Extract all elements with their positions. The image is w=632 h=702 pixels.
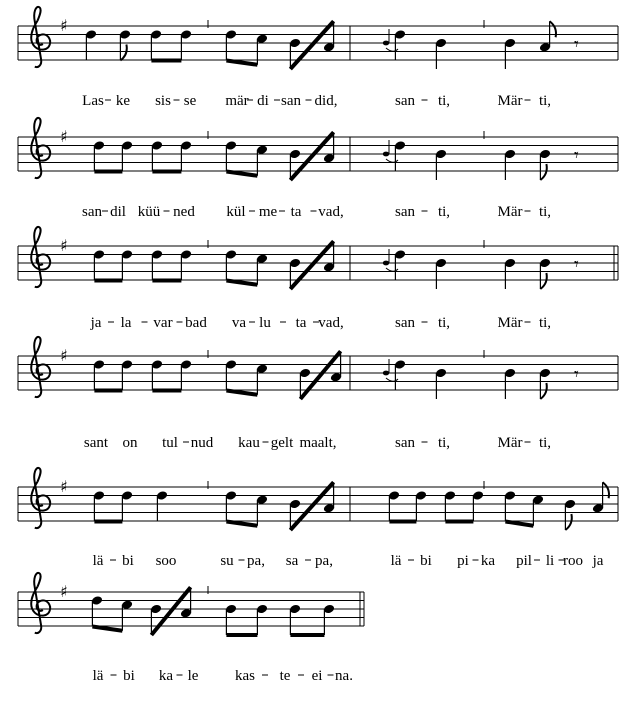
grace-note-head bbox=[383, 41, 389, 46]
lyric-syllable: kül bbox=[226, 204, 246, 220]
lyric-syllable: did, bbox=[314, 93, 338, 109]
staff-system-1 bbox=[18, 7, 618, 109]
lyric-syllable: di bbox=[257, 93, 269, 109]
lyric-syllable: lä bbox=[92, 668, 104, 684]
beam bbox=[226, 281, 257, 285]
lyric-syllable: Mär bbox=[497, 315, 523, 331]
note-flag bbox=[540, 273, 546, 289]
lyric-syllable: ti, bbox=[538, 93, 552, 109]
staff-system-6 bbox=[18, 573, 364, 684]
lyric-syllable: bad bbox=[185, 315, 207, 331]
lyric-syllable: san bbox=[281, 93, 301, 109]
lyric-syllable: na. bbox=[335, 668, 353, 684]
lyric-syllable: pa, bbox=[247, 553, 265, 569]
beam bbox=[505, 522, 533, 526]
key-signature-sharp-icon: ♯ bbox=[60, 16, 68, 35]
lyric-syllable: bi bbox=[123, 668, 135, 684]
lyric-syllable: kas bbox=[235, 668, 255, 684]
lyric-syllable: ke bbox=[115, 93, 131, 109]
staff-system-2 bbox=[18, 118, 618, 220]
eighth-rest-icon: 𝄾 bbox=[574, 145, 579, 166]
lyric-syllable: me bbox=[258, 204, 278, 220]
lyric-syllable: Mär bbox=[497, 93, 523, 109]
staff-system-4 bbox=[18, 337, 618, 451]
lyric-syllable: su bbox=[220, 553, 234, 569]
lyric-syllable: Mär bbox=[497, 435, 523, 451]
lyric-syllable: ti, bbox=[437, 204, 451, 220]
beam bbox=[92, 627, 122, 631]
lyric-syllable: on bbox=[122, 435, 138, 451]
lyric-syllable: vad, bbox=[318, 204, 344, 220]
treble-clef-icon bbox=[31, 337, 50, 397]
staff-system-3 bbox=[18, 227, 618, 331]
eighth-rest-icon: 𝄾 bbox=[574, 364, 579, 385]
key-signature-sharp-icon: ♯ bbox=[60, 477, 68, 496]
beam bbox=[226, 522, 257, 526]
lyric-syllable: ta bbox=[290, 204, 302, 220]
lyric-syllable: Mär bbox=[497, 204, 523, 220]
lyric-syllable: sa bbox=[285, 553, 299, 569]
lyric-syllable: te bbox=[279, 668, 291, 684]
lyric-syllable: ti, bbox=[538, 435, 552, 451]
lyric-syllable: ta bbox=[295, 315, 307, 331]
lyric-syllable: li bbox=[545, 553, 555, 569]
lyric-syllable: tul bbox=[162, 435, 178, 451]
lyric-syllable: soo bbox=[155, 553, 177, 569]
lyric-syllable: pil bbox=[516, 553, 532, 569]
lyric-syllable: var bbox=[153, 315, 173, 331]
lyric-syllable: lä bbox=[92, 553, 104, 569]
note-flag bbox=[565, 514, 571, 530]
lyric-syllable: ei bbox=[311, 668, 323, 684]
lyric-syllable: maalt, bbox=[299, 435, 337, 451]
key-signature-sharp-icon: ♯ bbox=[60, 236, 68, 255]
lyric-syllable: Las bbox=[82, 93, 104, 109]
lyric-syllable: san bbox=[395, 204, 415, 220]
key-signature-sharp-icon: ♯ bbox=[60, 127, 68, 146]
grace-note-head bbox=[383, 152, 389, 157]
lyric-syllable: ka bbox=[480, 553, 496, 569]
lyric-syllable: lä bbox=[390, 553, 402, 569]
slur bbox=[386, 268, 398, 271]
lyric-syllable: ti, bbox=[437, 93, 451, 109]
eighth-rest-icon: 𝄾 bbox=[574, 34, 579, 55]
lyric-syllable: ka bbox=[158, 668, 174, 684]
lyric-syllable: san bbox=[82, 204, 102, 220]
lyric-syllable: ti, bbox=[538, 204, 552, 220]
lyric-syllable: va bbox=[231, 315, 247, 331]
beam bbox=[226, 391, 257, 395]
lyric-syllable: nud bbox=[190, 435, 214, 451]
note-flag bbox=[540, 383, 546, 399]
lyric-syllable: la bbox=[120, 315, 132, 331]
treble-clef-icon bbox=[31, 227, 50, 287]
lyric-syllable: ja bbox=[90, 315, 102, 331]
lyric-syllable: san bbox=[395, 435, 415, 451]
treble-clef-icon bbox=[31, 118, 50, 178]
lyric-syllable: lu bbox=[259, 315, 271, 331]
treble-clef-icon bbox=[31, 7, 50, 67]
lyric-syllable: pa, bbox=[315, 553, 333, 569]
grace-note-head bbox=[383, 371, 389, 376]
lyric-syllable: dil bbox=[110, 204, 126, 220]
lyric-syllable: ti, bbox=[437, 435, 451, 451]
lyric-syllable: ned bbox=[173, 204, 195, 220]
lyric-syllable: küü bbox=[137, 204, 161, 220]
lyric-syllable: kau bbox=[238, 435, 260, 451]
lyric-syllable: mär bbox=[225, 93, 249, 109]
key-signature-sharp-icon: ♯ bbox=[60, 346, 68, 365]
beam bbox=[226, 61, 257, 65]
slur bbox=[386, 378, 398, 381]
lyric-syllable: roo bbox=[563, 553, 583, 569]
lyric-syllable: bi bbox=[122, 553, 134, 569]
eighth-rest-icon: 𝄾 bbox=[574, 254, 579, 275]
lyric-syllable: le bbox=[187, 668, 199, 684]
lyric-syllable: ti, bbox=[437, 315, 451, 331]
lyric-syllable: sant bbox=[83, 435, 109, 451]
lyric-syllable: gelt bbox=[270, 435, 294, 451]
slur bbox=[386, 159, 398, 162]
beam bbox=[226, 172, 257, 176]
note-flag bbox=[120, 45, 126, 61]
lyric-syllable: san bbox=[395, 315, 415, 331]
treble-clef-icon bbox=[31, 468, 50, 528]
lyric-syllable: pi bbox=[457, 553, 469, 569]
lyric-syllable: ja bbox=[592, 553, 604, 569]
slur bbox=[386, 48, 398, 51]
lyric-syllable: ti, bbox=[538, 315, 552, 331]
staff-system-5 bbox=[18, 468, 618, 569]
lyric-syllable: vad, bbox=[318, 315, 344, 331]
lyric-syllable: san bbox=[395, 93, 415, 109]
lyric-syllable: bi bbox=[420, 553, 432, 569]
grace-note-head bbox=[383, 261, 389, 266]
note-flag bbox=[540, 164, 546, 180]
lyric-syllable: sis bbox=[155, 93, 171, 109]
key-signature-sharp-icon: ♯ bbox=[60, 582, 68, 601]
treble-clef-icon bbox=[31, 573, 50, 633]
lyric-syllable: se bbox=[183, 93, 197, 109]
